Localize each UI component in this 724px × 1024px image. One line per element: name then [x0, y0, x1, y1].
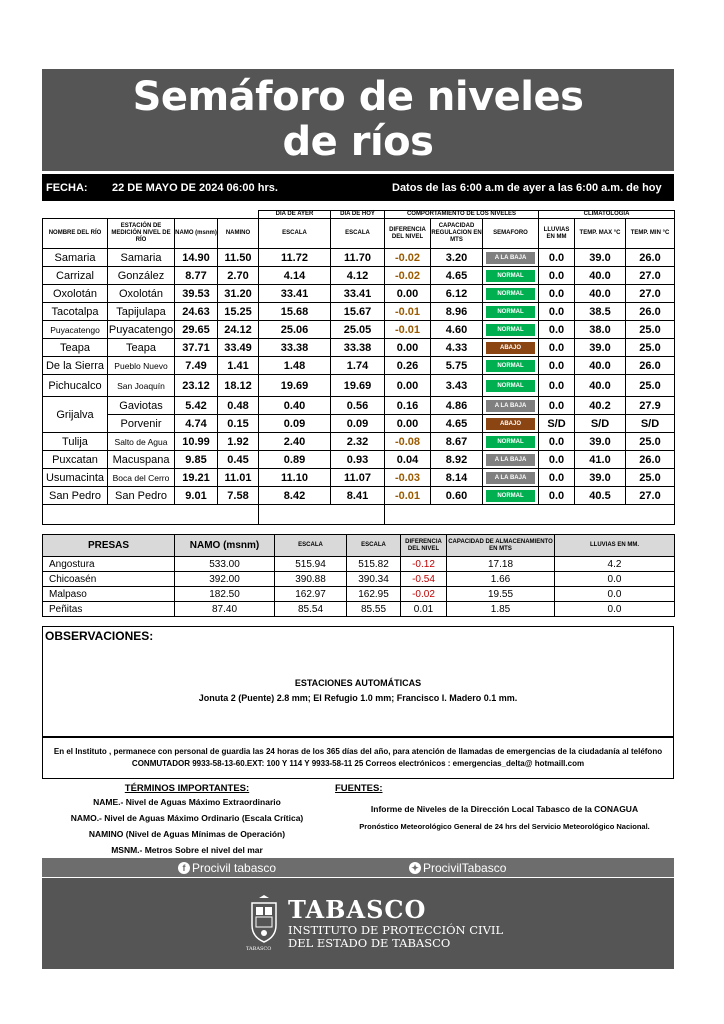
escala-hoy-value: 0.09 [331, 415, 385, 433]
dam-name: Chicoasén [43, 572, 175, 587]
semaforo-badge: NORMAL [483, 375, 539, 397]
termino-item: NAME.- Nivel de Aguas Máximo Extraordinario [93, 797, 281, 807]
namo-value: 7.49 [175, 357, 218, 375]
escala-hoy-value: 25.05 [331, 321, 385, 339]
twitter-icon: ✦ [409, 862, 421, 874]
dam-diferencia: -0.12 [401, 557, 447, 572]
namino-value: 33.49 [218, 339, 259, 357]
dam-capacidad: 19.55 [447, 587, 555, 602]
temp-max-value: 40.0 [575, 375, 626, 397]
header-escala-hoy: ESCALA [331, 219, 385, 249]
escala-ayer-value: 0.40 [259, 397, 331, 415]
temp-min-value: 25.0 [626, 375, 675, 397]
escala-ayer-value: 11.10 [259, 469, 331, 487]
guardia-line-2: CONMUTADOR 9933-58-13-60.EXT: 100 Y 114 Y 9933-58-11 25 Correos electrónicos : emergencias_delta@ hotmaill.com [131, 759, 585, 768]
namino-value: 11.50 [218, 249, 259, 267]
semaforo-badge: NORMAL [483, 303, 539, 321]
header-dia-ayer: DIA DE AYER [259, 211, 331, 219]
station-name: Tapijulapa [108, 303, 175, 321]
date-note: Datos de las 6:00 a.m de ayer a las 6:00 a.m. de hoy [392, 181, 662, 194]
footer [42, 878, 674, 969]
temp-min-value: 25.0 [626, 433, 675, 451]
twitter-link[interactable] [409, 861, 506, 875]
namo-value: 37.71 [175, 339, 218, 357]
dam-namo: 533.00 [175, 557, 275, 572]
temp-min-value: 26.0 [626, 451, 675, 469]
river-name: Puxcatan [43, 451, 108, 469]
temp-min-value: 27.0 [626, 267, 675, 285]
dam-escala-ayer: 515.94 [275, 557, 347, 572]
lluvia-value: 0.0 [539, 267, 575, 285]
escala-ayer-value: 2.40 [259, 433, 331, 451]
station-name: Samaria [108, 249, 175, 267]
facebook-icon: f [178, 862, 190, 874]
lluvia-value: 0.0 [539, 321, 575, 339]
table-row [43, 321, 675, 339]
date-value: 22 DE MAYO DE 2024 06:00 hrs. [112, 181, 278, 194]
dam-escala-ayer: 390.88 [275, 572, 347, 587]
capacidad-value: 8.92 [431, 451, 483, 469]
semaforo-badge: A LA BAJA [483, 397, 539, 415]
lluvia-value: 0.0 [539, 487, 575, 505]
namo-value: 8.77 [175, 267, 218, 285]
temp-min-value: 27.0 [626, 487, 675, 505]
header-semaforo: SEMAFORO [483, 219, 539, 249]
table-row [43, 285, 675, 303]
river-name: Tacotalpa [43, 303, 108, 321]
namino-value: 24.12 [218, 321, 259, 339]
semaforo-badge: NORMAL [483, 267, 539, 285]
escala-ayer-value: 1.48 [259, 357, 331, 375]
table-row [43, 415, 675, 433]
namo-value: 29.65 [175, 321, 218, 339]
escala-hoy-value: 4.12 [331, 267, 385, 285]
temp-min-value: 27.0 [626, 285, 675, 303]
escala-hoy-value: 11.07 [331, 469, 385, 487]
dam-escala-ayer: 85.54 [275, 602, 347, 617]
diferencia-value: -0.03 [385, 469, 431, 487]
guardia-line-1: En el Instituto , permanece con personal de guardia las 24 horas de los 365 días del año, para atención de llamadas de emergencias de la ciudadanía al teléfono [53, 747, 663, 756]
table-row [43, 375, 675, 397]
namino-value: 0.15 [218, 415, 259, 433]
lluvia-value: 0.0 [539, 469, 575, 487]
station-name: Teapa [108, 339, 175, 357]
semaforo-badge: NORMAL [483, 357, 539, 375]
diferencia-value: 0.00 [385, 285, 431, 303]
footer-state: TABASCO [288, 895, 427, 924]
dam-escala-ayer: 162.97 [275, 587, 347, 602]
temp-min-value: 26.0 [626, 303, 675, 321]
lluvia-value: 0.0 [539, 285, 575, 303]
escala-hoy-value: 11.70 [331, 249, 385, 267]
station-name: San Pedro [108, 487, 175, 505]
header-dia-hoy: DIA DE HOY [331, 211, 385, 219]
temp-min-value: 25.0 [626, 339, 675, 357]
header-rio: NOMBRE DEL RÍO [43, 219, 108, 249]
river-name: Usumacinta [43, 469, 108, 487]
capacidad-value: 3.20 [431, 249, 483, 267]
dam-name: Malpaso [43, 587, 175, 602]
namino-value: 0.45 [218, 451, 259, 469]
temp-max-value: 39.0 [575, 433, 626, 451]
dam-lluvia: 4.2 [555, 557, 675, 572]
diferencia-value: 0.26 [385, 357, 431, 375]
observaciones-box [42, 626, 674, 737]
namino-value: 18.12 [218, 375, 259, 397]
table-row [43, 557, 675, 572]
dam-capacidad: 1.66 [447, 572, 555, 587]
capacidad-value: 4.33 [431, 339, 483, 357]
header-namino: NAMINO [218, 219, 259, 249]
river-name: Oxolotán [43, 285, 108, 303]
capacidad-value: 4.86 [431, 397, 483, 415]
river-name: Pichucalco [43, 375, 108, 397]
table-row [43, 433, 675, 451]
table-row [43, 572, 675, 587]
fuente-conagua: Informe de Niveles de la Dirección Local Tabasco de la CONAGUA [370, 804, 639, 814]
temp-min-value: 26.0 [626, 357, 675, 375]
lluvia-value: 0.0 [539, 433, 575, 451]
escala-hoy-value: 8.41 [331, 487, 385, 505]
station-name: Boca del Cerro [108, 469, 175, 487]
observaciones-title: OBSERVACIONES: [45, 629, 154, 643]
lluvia-value: 0.0 [539, 357, 575, 375]
namo-value: 14.90 [175, 249, 218, 267]
termino-item: MSNM.- Metros Sobre el nivel del mar [111, 845, 263, 855]
namo-value: 9.85 [175, 451, 218, 469]
dam-lluvia: 0.0 [555, 572, 675, 587]
table-row [43, 249, 675, 267]
facebook-link[interactable] [178, 861, 276, 875]
header-lluvias: LLUVIAS EN MM [539, 219, 575, 249]
escala-hoy-value: 0.93 [331, 451, 385, 469]
temp-min-value: 27.9 [626, 397, 675, 415]
table-row [43, 451, 675, 469]
escala-hoy-value: 15.67 [331, 303, 385, 321]
dam-namo: 87.40 [175, 602, 275, 617]
header-temp-max: TEMP. MAX °C [575, 219, 626, 249]
lluvia-value: 0.0 [539, 303, 575, 321]
semaforo-badge: ABAJO [483, 339, 539, 357]
capacidad-value: 4.65 [431, 415, 483, 433]
temp-max-value: 40.0 [575, 267, 626, 285]
namino-value: 7.58 [218, 487, 259, 505]
station-name: Salto de Agua [108, 433, 175, 451]
escala-ayer-value: 11.72 [259, 249, 331, 267]
footer-line-1: INSTITUTO DE PROTECCIÓN CIVIL [288, 923, 504, 937]
escala-ayer-value: 0.09 [259, 415, 331, 433]
header-presas: PRESAS [43, 535, 175, 557]
station-name: Gaviotas [108, 397, 175, 415]
table-row [43, 339, 675, 357]
header-estacion: ESTACIÓN DE MEDICIÓN NIVEL DE RÍO [108, 219, 175, 249]
lluvia-value: 0.0 [539, 249, 575, 267]
table-row [43, 602, 675, 617]
semaforo-badge: NORMAL [483, 285, 539, 303]
station-name: Pueblo Nuevo [108, 357, 175, 375]
dam-diferencia: -0.54 [401, 572, 447, 587]
station-name: González [108, 267, 175, 285]
river-name: De la Sierra [43, 357, 108, 375]
namo-value: 23.12 [175, 375, 218, 397]
lluvia-value: 0.0 [539, 375, 575, 397]
twitter-handle: ProcivilTabasco [423, 860, 507, 875]
station-name: Porvenir [108, 415, 175, 433]
dam-diferencia: 0.01 [401, 602, 447, 617]
namino-value: 11.01 [218, 469, 259, 487]
namo-value: 24.63 [175, 303, 218, 321]
observaciones-line-1: ESTACIONES AUTOMÁTICAS [294, 678, 422, 688]
header-presas-escala-ayer: ESCALA [275, 535, 347, 557]
dam-escala-hoy: 390.34 [347, 572, 401, 587]
diferencia-value: 0.16 [385, 397, 431, 415]
station-name: Puyacatengo [108, 321, 175, 339]
header-climatologia: CLIMATOLOGIA [539, 211, 675, 219]
namo-value: 5.42 [175, 397, 218, 415]
temp-max-value: 41.0 [575, 451, 626, 469]
table-row [43, 487, 675, 505]
temp-min-value: 26.0 [626, 249, 675, 267]
semaforo-badge: A LA BAJA [483, 469, 539, 487]
capacidad-value: 8.14 [431, 469, 483, 487]
dam-namo: 182.50 [175, 587, 275, 602]
river-name: Carrizal [43, 267, 108, 285]
crest-label: TABASCO [246, 946, 272, 952]
lluvia-value: 0.0 [539, 397, 575, 415]
terminos-title: TÉRMINOS IMPORTANTES: [124, 783, 250, 794]
coat-of-arms-icon [247, 895, 281, 945]
escala-ayer-value: 33.38 [259, 339, 331, 357]
escala-ayer-value: 25.06 [259, 321, 331, 339]
title-line-2: de ríos [282, 119, 434, 165]
escala-hoy-value: 19.69 [331, 375, 385, 397]
namo-value: 39.53 [175, 285, 218, 303]
namino-value: 15.25 [218, 303, 259, 321]
temp-max-value: 38.5 [575, 303, 626, 321]
header-presas-capacidad: CAPACIDAD DE ALMACENAMIENTO EN MTS [447, 535, 555, 557]
date-label: FECHA: [46, 181, 88, 194]
dam-namo: 392.00 [175, 572, 275, 587]
temp-max-value: 40.5 [575, 487, 626, 505]
table-row [43, 357, 675, 375]
temp-min-value: 25.0 [626, 469, 675, 487]
capacidad-value: 6.12 [431, 285, 483, 303]
terminos-section [42, 783, 332, 861]
capacidad-value: 4.65 [431, 267, 483, 285]
observaciones-line-2: Jonuta 2 (Puente) 2.8 mm; El Refugio 1.0 mm; Francisco I. Madero 0.1 mm. [198, 693, 518, 703]
station-name: Oxolotán [108, 285, 175, 303]
table-row [43, 397, 675, 415]
dam-name: Angostura [43, 557, 175, 572]
escala-ayer-value: 0.89 [259, 451, 331, 469]
rivers-table [42, 210, 675, 525]
dam-name: Peñitas [43, 602, 175, 617]
semaforo-badge: ABAJO [483, 415, 539, 433]
temp-max-value: 40.2 [575, 397, 626, 415]
semaforo-badge: NORMAL [483, 321, 539, 339]
diferencia-value: -0.01 [385, 487, 431, 505]
capacidad-value: 5.75 [431, 357, 483, 375]
semaforo-badge: NORMAL [483, 487, 539, 505]
header-escala-ayer: ESCALA [259, 219, 331, 249]
lluvia-value: 0.0 [539, 339, 575, 357]
escala-ayer-value: 33.41 [259, 285, 331, 303]
escala-ayer-value: 4.14 [259, 267, 331, 285]
lluvia-value: S/D [539, 415, 575, 433]
temp-max-value: 39.0 [575, 339, 626, 357]
escala-hoy-value: 0.56 [331, 397, 385, 415]
escala-ayer-value: 8.42 [259, 487, 331, 505]
diferencia-value: 0.00 [385, 375, 431, 397]
namo-value: 4.74 [175, 415, 218, 433]
title-line-1: Semáforo de niveles [132, 74, 584, 120]
namino-value: 0.48 [218, 397, 259, 415]
capacidad-value: 0.60 [431, 487, 483, 505]
semaforo-badge: A LA BAJA [483, 249, 539, 267]
termino-item: NAMO.- Nivel de Aguas Máximo Ordinario (Escala Crítica) [70, 813, 304, 823]
dam-escala-hoy: 515.82 [347, 557, 401, 572]
header-diferencia: DIFERENCIA DEL NIVEL [385, 219, 431, 249]
station-name: Macuspana [108, 451, 175, 469]
spacer-row [43, 505, 675, 525]
namo-value: 19.21 [175, 469, 218, 487]
river-name: Samaria [43, 249, 108, 267]
escala-hoy-value: 33.38 [331, 339, 385, 357]
temp-min-value: S/D [626, 415, 675, 433]
station-name: San Joaquín [108, 375, 175, 397]
diferencia-value: -0.01 [385, 321, 431, 339]
header-presas-lluvias: LLUVIAS EN MM. [555, 535, 675, 557]
temp-max-value: 39.0 [575, 249, 626, 267]
header-capacidad: CAPACIDAD REGULACION EN MTS [431, 219, 483, 249]
date-bar [42, 174, 674, 201]
presas-table [42, 534, 675, 617]
temp-max-value: 39.0 [575, 469, 626, 487]
dam-escala-hoy: 85.55 [347, 602, 401, 617]
table-row [43, 469, 675, 487]
temp-max-value: 38.0 [575, 321, 626, 339]
dam-lluvia: 0.0 [555, 602, 675, 617]
diferencia-value: -0.02 [385, 249, 431, 267]
dam-capacidad: 1.85 [447, 602, 555, 617]
semaforo-badge: NORMAL [483, 433, 539, 451]
capacidad-value: 8.96 [431, 303, 483, 321]
river-name: Grijalva [43, 397, 108, 433]
namino-value: 1.41 [218, 357, 259, 375]
header-temp-min: TEMP. MIN °C [626, 219, 675, 249]
dam-capacidad: 17.18 [447, 557, 555, 572]
header-presas-namo: NAMO (msnm) [175, 535, 275, 557]
header-presas-escala-hoy: ESCALA [347, 535, 401, 557]
header-namo: NAMO (msnm) [175, 219, 218, 249]
escala-hoy-value: 33.41 [331, 285, 385, 303]
fuente-smn: Pronóstico Meteorológico General de 24 hrs del Servicio Meteorológico Nacional. [359, 822, 650, 831]
footer-line-2: DEL ESTADO DE TABASCO [288, 936, 451, 950]
fuentes-section [335, 783, 674, 832]
temp-max-value: 40.0 [575, 357, 626, 375]
lluvia-value: 0.0 [539, 451, 575, 469]
diferencia-value: 0.00 [385, 339, 431, 357]
title-banner [42, 69, 674, 171]
footer-institute [288, 924, 503, 950]
namino-value: 2.70 [218, 267, 259, 285]
escala-hoy-value: 1.74 [331, 357, 385, 375]
diferencia-value: 0.00 [385, 415, 431, 433]
temp-min-value: 25.0 [626, 321, 675, 339]
namino-value: 31.20 [218, 285, 259, 303]
dam-lluvia: 0.0 [555, 587, 675, 602]
river-name: Puyacatengo [43, 321, 108, 339]
fuentes-title: FUENTES: [335, 783, 383, 794]
dam-escala-hoy: 162.95 [347, 587, 401, 602]
capacidad-value: 3.43 [431, 375, 483, 397]
facebook-handle: Procivil tabasco [192, 860, 277, 875]
capacidad-value: 8.67 [431, 433, 483, 451]
namino-value: 1.92 [218, 433, 259, 451]
dam-diferencia: -0.02 [401, 587, 447, 602]
diferencia-value: 0.04 [385, 451, 431, 469]
social-bar [42, 858, 674, 877]
header-comportamiento: COMPORTAMIENTO DE LOS NIVELES [385, 211, 539, 219]
table-row [43, 303, 675, 321]
termino-item: NAMINO (Nivel de Aguas Mínimas de Operación) [88, 829, 286, 839]
temp-max-value: 40.0 [575, 285, 626, 303]
escala-ayer-value: 15.68 [259, 303, 331, 321]
guardia-box [42, 737, 674, 779]
river-name: San Pedro [43, 487, 108, 505]
namo-value: 9.01 [175, 487, 218, 505]
river-name: Teapa [43, 339, 108, 357]
table-row [43, 267, 675, 285]
diferencia-value: -0.02 [385, 267, 431, 285]
diferencia-value: -0.08 [385, 433, 431, 451]
escala-ayer-value: 19.69 [259, 375, 331, 397]
table-row [43, 587, 675, 602]
capacidad-value: 4.60 [431, 321, 483, 339]
river-name: Tulija [43, 433, 108, 451]
semaforo-badge: A LA BAJA [483, 451, 539, 469]
diferencia-value: -0.01 [385, 303, 431, 321]
escala-hoy-value: 2.32 [331, 433, 385, 451]
temp-max-value: S/D [575, 415, 626, 433]
namo-value: 10.99 [175, 433, 218, 451]
header-presas-diferencia: DIFERENCIA DEL NIVEL [401, 535, 447, 557]
